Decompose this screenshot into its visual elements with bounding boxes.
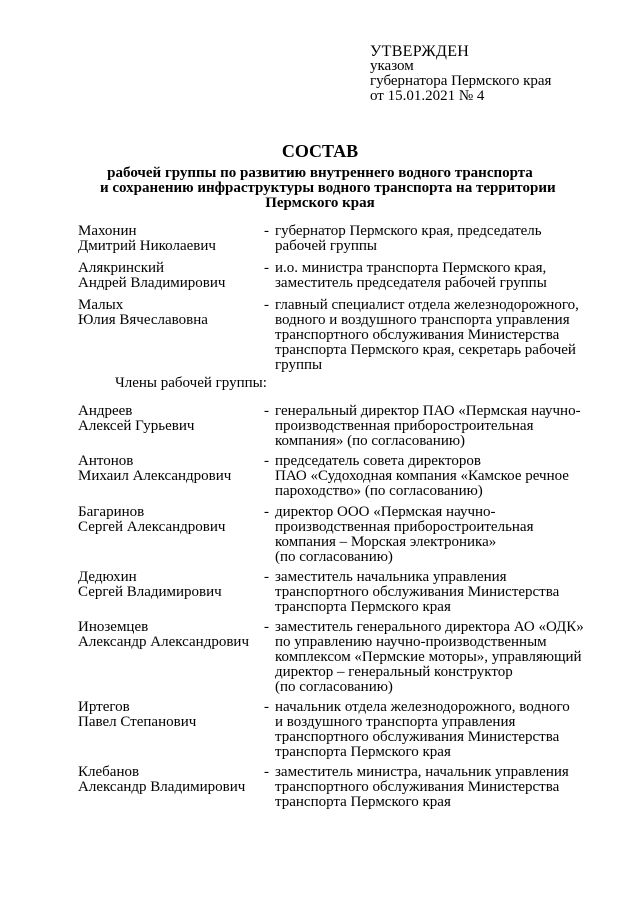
role-line: комплексом «Пермские моторы», управляющий xyxy=(275,649,582,665)
role-line: транспортного обслуживания Министерства xyxy=(275,729,560,745)
role-line: рабочей группы xyxy=(275,238,377,254)
role-line: директор – генеральный конструктор xyxy=(275,664,513,680)
role-line: компания» (по согласованию) xyxy=(275,433,466,449)
person-given-name: Дмитрий Николаевич xyxy=(78,238,216,254)
document-subtitle xyxy=(100,165,556,211)
person-given-name: Александр Владимирович xyxy=(78,779,246,795)
separator-dash: - xyxy=(264,260,269,276)
person-name xyxy=(78,404,263,434)
approval-line-2: губернатора Пермского края xyxy=(370,73,552,89)
person-surname: Иртегов xyxy=(78,699,130,715)
person-given-name: Сергей Александрович xyxy=(78,519,226,535)
person-role xyxy=(275,261,590,291)
role-line: начальник отдела железнодорожного, водного xyxy=(275,699,570,715)
role-line: заместитель министра, начальник управления xyxy=(275,764,569,780)
person-given-name: Андрей Владимирович xyxy=(78,275,226,291)
document-title: СОСТАВ xyxy=(281,141,359,161)
person-role xyxy=(275,298,590,373)
approval-line-1: указом xyxy=(370,58,414,74)
role-line: водного и воздушного транспорта управления xyxy=(275,312,570,328)
person-surname: Антонов xyxy=(78,453,134,469)
subtitle-line-1: рабочей группы по развитию внутреннего водного транспорта xyxy=(107,165,533,181)
role-line: заместитель генерального директора АО «ОДК» xyxy=(275,619,584,635)
person-name xyxy=(78,505,263,535)
role-line: производственная приборостроительная xyxy=(275,519,534,535)
role-line: транспортного обслуживания Министерства xyxy=(275,779,560,795)
separator-dash: - xyxy=(264,403,269,419)
person-surname: Алякринский xyxy=(78,260,165,276)
person-name xyxy=(78,454,263,484)
role-line: транспортного обслуживания Министерства xyxy=(275,327,560,343)
role-line: губернатор Пермского края, председатель xyxy=(275,223,542,239)
person-surname: Малых xyxy=(78,297,124,313)
subtitle-line-3: Пермского края xyxy=(265,195,375,211)
role-line: производственная приборостроительная xyxy=(275,418,534,434)
person-role xyxy=(275,454,590,499)
role-line: заместитель начальника управления xyxy=(275,569,507,585)
person-role xyxy=(275,620,590,695)
role-line: транспорта Пермского края, секретарь рабочей xyxy=(275,342,576,358)
person-role xyxy=(275,224,590,254)
person-surname: Андреев xyxy=(78,403,133,419)
role-line: по управлению научно-производственным xyxy=(275,634,547,650)
person-name xyxy=(78,261,263,291)
separator-dash: - xyxy=(264,569,269,585)
person-role xyxy=(275,505,590,565)
role-line: главный специалист отдела железнодорожного, xyxy=(275,297,579,313)
person-name xyxy=(78,620,263,650)
role-line: группы xyxy=(275,357,323,373)
separator-dash: - xyxy=(264,619,269,635)
person-given-name: Сергей Владимирович xyxy=(78,584,222,600)
role-line: и.о. министра транспорта Пермского края, xyxy=(275,260,547,276)
separator-dash: - xyxy=(264,453,269,469)
members-heading: Члены рабочей группы: xyxy=(115,375,267,391)
person-role xyxy=(275,700,590,760)
separator-dash: - xyxy=(264,504,269,520)
person-name xyxy=(78,298,263,328)
person-given-name: Павел Степанович xyxy=(78,714,197,730)
role-line: председатель совета директоров xyxy=(275,453,481,469)
person-surname: Клебанов xyxy=(78,764,140,780)
role-line: транспортного обслуживания Министерства xyxy=(275,584,560,600)
person-surname: Иноземцев xyxy=(78,619,149,635)
person-surname: Дедюхин xyxy=(78,569,137,585)
role-line: (по согласованию) xyxy=(275,679,393,695)
person-role xyxy=(275,570,590,615)
role-line: заместитель председателя рабочей группы xyxy=(275,275,547,291)
person-name xyxy=(78,765,263,795)
role-line: директор ООО «Пермская научно- xyxy=(275,504,496,520)
role-line: и воздушного транспорта управления xyxy=(275,714,516,730)
person-role xyxy=(275,765,590,810)
approval-stamp xyxy=(370,44,630,104)
role-line: транспорта Пермского края xyxy=(275,794,451,810)
person-name xyxy=(78,570,263,600)
separator-dash: - xyxy=(264,223,269,239)
separator-dash: - xyxy=(264,764,269,780)
role-line: компания – Морская электроника» xyxy=(275,534,497,550)
role-line: транспорта Пермского края xyxy=(275,599,451,615)
person-given-name: Михаил Александрович xyxy=(78,468,232,484)
subtitle-line-2: и сохранению инфраструктуры водного транспорта на территории xyxy=(100,180,556,196)
role-line: (по согласованию) xyxy=(275,549,393,565)
role-line: пароходство» (по согласованию) xyxy=(275,483,483,499)
role-line: транспорта Пермского края xyxy=(275,744,451,760)
person-role xyxy=(275,404,590,449)
role-line: ПАО «Судоходная компания «Камское речное xyxy=(275,468,569,484)
person-surname: Багаринов xyxy=(78,504,145,520)
person-given-name: Юлия Вячеславовна xyxy=(78,312,208,328)
approval-line-3: от 15.01.2021 № 4 xyxy=(370,88,485,104)
approval-status: УТВЕРЖДЕН xyxy=(370,43,470,60)
person-name xyxy=(78,224,263,254)
separator-dash: - xyxy=(264,297,269,313)
separator-dash: - xyxy=(264,699,269,715)
person-given-name: Александр Александрович xyxy=(78,634,249,650)
person-given-name: Алексей Гурьевич xyxy=(78,418,195,434)
person-name xyxy=(78,700,263,730)
person-surname: Махонин xyxy=(78,223,137,239)
role-line: генеральный директор ПАО «Пермская научно- xyxy=(275,403,581,419)
